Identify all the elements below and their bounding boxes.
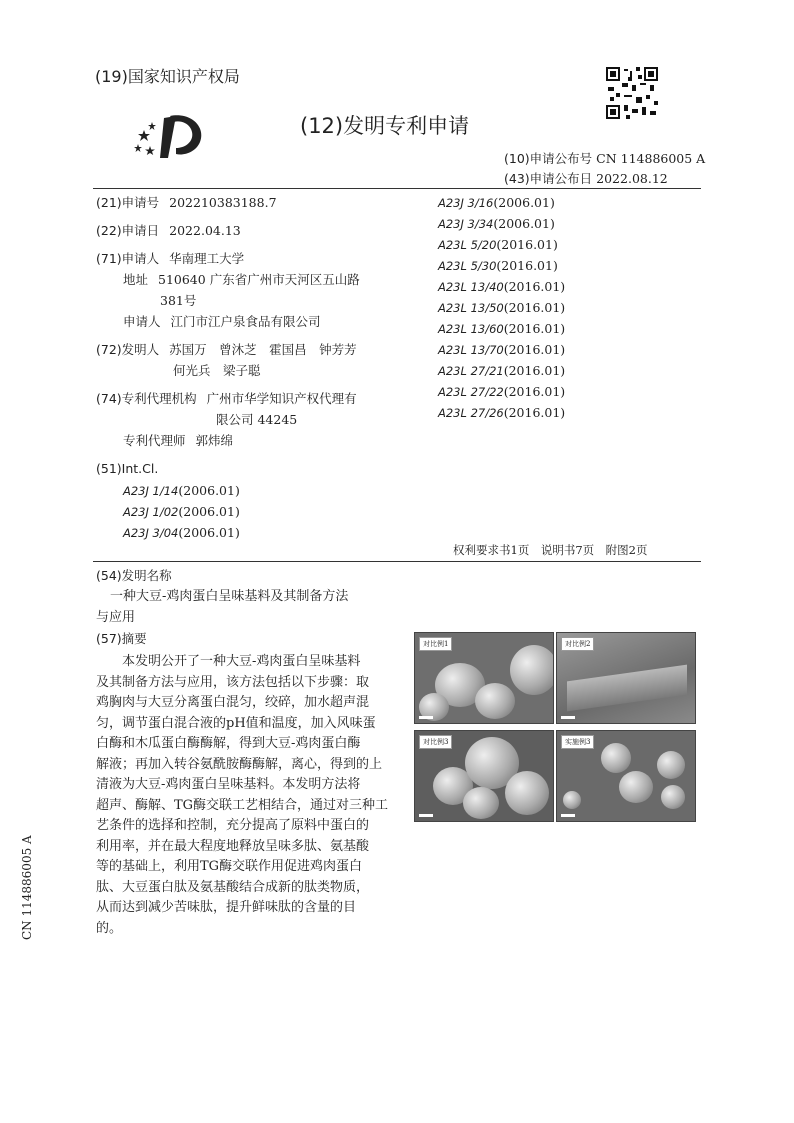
invention-title-line-1: 一种大豆-鸡肉蛋白呈味基料及其制备方法 bbox=[110, 589, 349, 604]
scale-bar bbox=[419, 716, 433, 719]
abstract-line: 艺条件的选择和控制，充分提高了原料中蛋白的 bbox=[96, 818, 370, 833]
inventors-row bbox=[96, 342, 357, 358]
address-label: 地址 bbox=[123, 272, 149, 287]
abstract-line: 本发明公开了一种大豆-鸡肉蛋白呈味基料 bbox=[96, 654, 361, 669]
ipc-right-item bbox=[438, 279, 565, 295]
ipc-right-item bbox=[438, 384, 565, 400]
ipc-version: (2016.01) bbox=[503, 342, 566, 357]
office-name: (19)国家知识产权局 bbox=[95, 67, 240, 86]
ipc-code: A23J 3/34 bbox=[438, 217, 494, 231]
abstract-line: 等的基础上，利用TG酶交联作用促进鸡肉蛋白 bbox=[96, 859, 363, 874]
inventors-line-2: 何光兵 梁子聪 bbox=[173, 363, 261, 378]
ipc-code: A23L 5/20 bbox=[438, 238, 497, 252]
agency-line-1: 广州市华学知识产权代理有 bbox=[206, 391, 357, 406]
abstract-line: 利用率，并在最大程度地释放呈味多肽、氨基酸 bbox=[96, 838, 370, 854]
title-label: (54)发明名称 bbox=[96, 568, 172, 583]
ipc-version: (2016.01) bbox=[496, 258, 558, 273]
abstract-line: 白酶和木瓜蛋白酶酶解，得到大豆-鸡肉蛋白酶 bbox=[96, 736, 361, 751]
figure-label: 对比例1 bbox=[419, 637, 452, 651]
publication-number-row bbox=[504, 151, 705, 167]
agent-row bbox=[123, 433, 233, 449]
side-publication-number: CN 114886005 A bbox=[20, 835, 34, 940]
agency-line-2: 限公司 44245 bbox=[216, 412, 298, 427]
ipc-right-item bbox=[438, 405, 565, 421]
sem-image-comparison-1 bbox=[414, 632, 554, 724]
application-number-row bbox=[96, 195, 277, 211]
ipc-version: (2016.01) bbox=[503, 300, 566, 315]
ipc-right-item bbox=[438, 342, 565, 358]
biblio-divider bbox=[93, 561, 701, 562]
int-cl-label: (51)Int.Cl. bbox=[96, 461, 159, 476]
ipc-code: A23L 5/30 bbox=[438, 259, 497, 273]
ipc-code: A23J 1/14 bbox=[123, 484, 179, 498]
abstract-label: (57)摘要 bbox=[96, 631, 147, 646]
publication-date-label: (43)申请公布日 bbox=[504, 171, 593, 186]
sem-image-example-3 bbox=[556, 730, 696, 822]
ipc-code: A23L 13/70 bbox=[438, 343, 504, 357]
ipc-version: (2016.01) bbox=[503, 363, 566, 378]
abstract-line: 及其制备方法与应用，该方法包括以下步骤：取 bbox=[96, 674, 370, 690]
abstract-line: 清液为大豆-鸡肉蛋白呈味基料。本发明方法将 bbox=[96, 777, 361, 792]
publication-number: CN 114886005 A bbox=[596, 151, 706, 166]
ipc-code: A23L 13/60 bbox=[438, 322, 504, 336]
pages-info: 权利要求书1页 说明书7页 附图2页 bbox=[453, 543, 648, 557]
applicant: 华南理工大学 bbox=[169, 251, 245, 266]
ipc-right-item bbox=[438, 216, 555, 232]
application-number-label: (21)申请号 bbox=[96, 195, 160, 210]
applicant2-label: 申请人 bbox=[123, 314, 161, 329]
ipc-code: A23L 13/40 bbox=[438, 280, 504, 294]
applicant-label: (71)申请人 bbox=[96, 251, 160, 266]
ipc-version: (2006.01) bbox=[178, 483, 240, 498]
scale-bar bbox=[561, 814, 575, 817]
applicant2-row bbox=[123, 314, 321, 330]
figure-label: 实施例3 bbox=[561, 735, 594, 749]
abstract-line: 从而达到减少苦味肽，提升鲜味肽的含量的目 bbox=[96, 900, 357, 915]
ipc-version: (2006.01) bbox=[493, 216, 555, 231]
abstract-line: 的。 bbox=[96, 920, 123, 936]
inventors-label: (72)发明人 bbox=[96, 342, 160, 357]
ipc-right-item bbox=[438, 321, 565, 337]
publication-date-row bbox=[504, 171, 668, 187]
qr-code bbox=[606, 67, 658, 119]
scale-bar bbox=[561, 716, 575, 719]
ipc-code: A23L 27/26 bbox=[438, 406, 504, 420]
application-date-row bbox=[96, 223, 241, 239]
application-number: 202210383188.7 bbox=[169, 195, 277, 210]
header-divider bbox=[93, 188, 701, 189]
ipc-left-item bbox=[123, 504, 240, 520]
abstract-line: 解液；再加入转谷氨酰胺酶酶解，离心，得到的上 bbox=[96, 756, 383, 772]
abstract-body bbox=[96, 652, 396, 939]
agent-label: 专利代理师 bbox=[123, 433, 186, 448]
inventors-line-1: 苏国万 曾沐芝 霍国昌 钟芳芳 bbox=[169, 342, 357, 357]
ipc-version: (2016.01) bbox=[496, 237, 558, 252]
ipc-left-item bbox=[123, 525, 240, 541]
figure-label: 对比例2 bbox=[561, 637, 594, 651]
ipc-version: (2016.01) bbox=[503, 384, 566, 399]
ipc-version: (2016.01) bbox=[503, 405, 566, 420]
ipc-version: (2006.01) bbox=[493, 195, 555, 210]
abstract-line: 鸡胸肉与大豆分离蛋白混匀，绞碎，加水超声混 bbox=[96, 695, 370, 710]
abstract-line: 肽、大豆蛋白肽及氨基酸结合成新的肽类物质， bbox=[96, 879, 370, 895]
address-line-2: 381号 bbox=[160, 293, 197, 308]
ipc-code: A23L 27/21 bbox=[438, 364, 504, 378]
application-date: 2022.04.13 bbox=[169, 223, 241, 238]
ipc-code: A23L 13/50 bbox=[438, 301, 504, 315]
ipc-code: A23J 3/04 bbox=[123, 526, 179, 540]
cnipa-logo bbox=[130, 108, 210, 163]
sem-image-comparison-2 bbox=[556, 632, 696, 724]
ipc-code: A23L 27/22 bbox=[438, 385, 504, 399]
publication-date: 2022.08.12 bbox=[596, 171, 668, 186]
abstract-line: 超声、酶解、TG酶交联工艺相结合，通过对三种工 bbox=[96, 797, 389, 813]
ipc-left-item bbox=[123, 483, 240, 499]
ipc-version: (2006.01) bbox=[178, 504, 240, 519]
ipc-right-item bbox=[438, 300, 565, 316]
ipc-version: (2016.01) bbox=[503, 321, 566, 336]
agent: 郭炜绵 bbox=[195, 433, 234, 448]
ipc-right-item bbox=[438, 195, 555, 211]
ipc-code: A23J 1/02 bbox=[123, 505, 179, 519]
agency-row bbox=[96, 391, 357, 407]
invention-title-line-2: 与应用 bbox=[96, 610, 136, 625]
ipc-right-item bbox=[438, 237, 558, 253]
ipc-right-item bbox=[438, 258, 558, 274]
ipc-code: A23J 3/16 bbox=[438, 196, 494, 210]
applicant-row bbox=[96, 251, 244, 267]
agency-label: (74)专利代理机构 bbox=[96, 391, 197, 406]
address-row bbox=[123, 272, 360, 288]
abstract-line: 匀，调节蛋白混合液的pH值和温度，加入风味蛋 bbox=[96, 715, 376, 731]
sem-image-comparison-3 bbox=[414, 730, 554, 822]
ipc-right-item bbox=[438, 363, 565, 379]
applicant2: 江门市江户泉食品有限公司 bbox=[170, 314, 321, 329]
publication-number-label: (10)申请公布号 bbox=[504, 151, 593, 166]
scale-bar bbox=[419, 814, 433, 817]
application-date-label: (22)申请日 bbox=[96, 223, 160, 238]
figure-label: 对比例3 bbox=[419, 735, 452, 749]
ipc-version: (2006.01) bbox=[178, 525, 240, 540]
ipc-version: (2016.01) bbox=[503, 279, 566, 294]
address-line-1: 510640 广东省广州市天河区五山路 bbox=[158, 272, 360, 287]
document-type: (12)发明专利申请 bbox=[300, 114, 470, 138]
sem-figure bbox=[414, 632, 696, 824]
